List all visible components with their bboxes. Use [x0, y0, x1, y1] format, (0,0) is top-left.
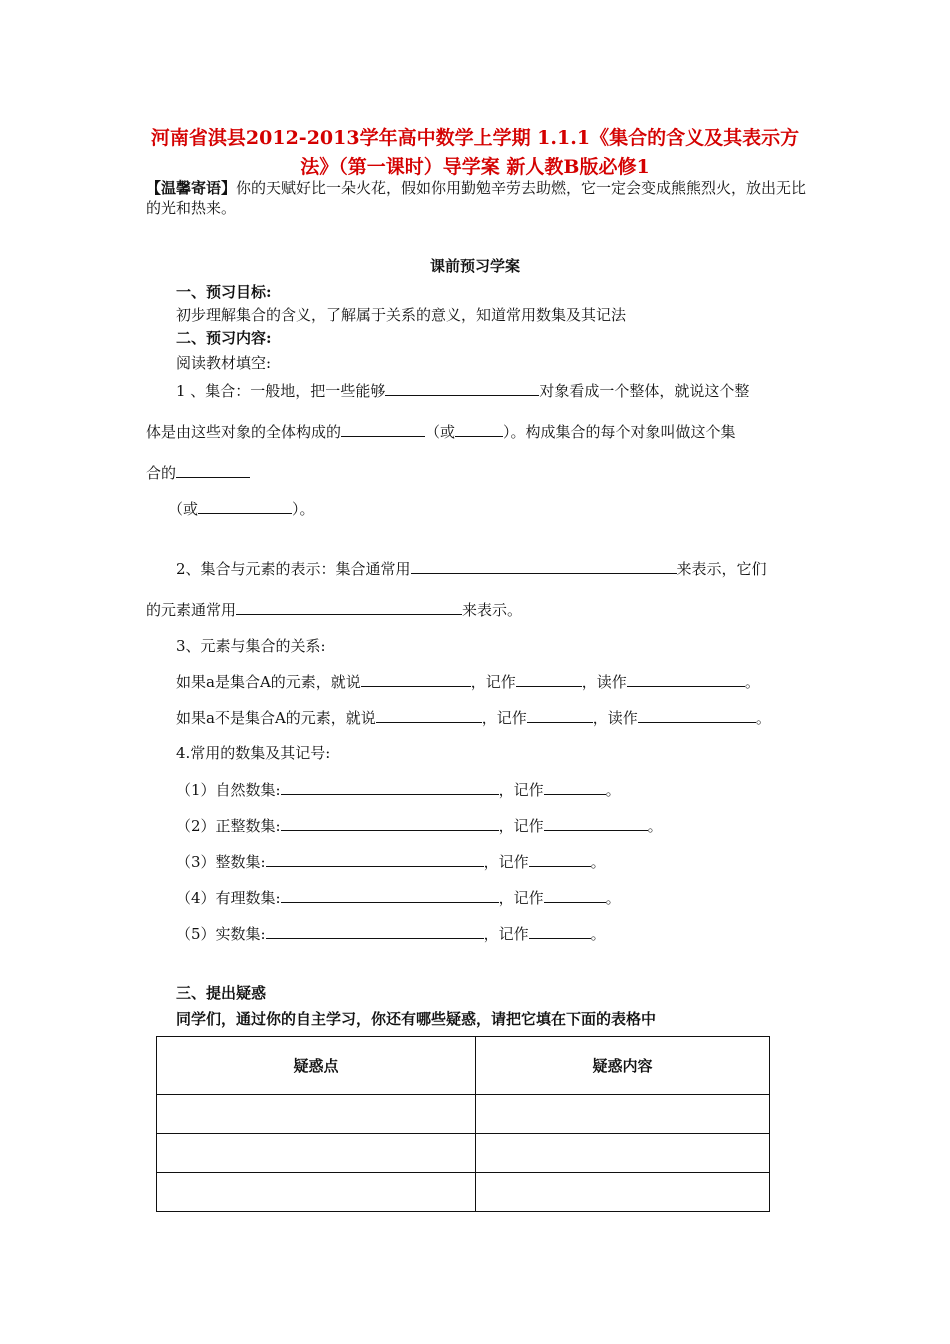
q3-heading: 3、元素与集合的关系: — [176, 637, 326, 655]
q4-item-label: （2）正整数集: — [176, 817, 281, 835]
q4-item-mid: ，记作 — [483, 925, 529, 943]
questions-table — [156, 1036, 770, 1212]
q3-l2-text-d: 。 — [755, 709, 771, 727]
greeting-text: 你的天赋好比一朵火花，假如你用勤勉辛劳去助燃，它一定会变成熊熊烈火，放出无比的光和热来。 — [146, 179, 807, 217]
blank-field[interactable] — [281, 815, 499, 831]
q1-text-f: 合的 — [146, 464, 177, 482]
preview-goal-heading: 一、预习目标: — [176, 283, 272, 301]
blank-field[interactable] — [529, 851, 591, 867]
greeting — [146, 178, 816, 218]
q4-item-label: （1）自然数集: — [176, 781, 281, 799]
q3-l2-text-c: ，读作 — [592, 709, 638, 727]
preview-goal-text: 初步理解集合的含义，了解属于关系的意义，知道常用数集及其记法 — [176, 306, 627, 324]
q3-l2-text-b: ，记作 — [481, 709, 527, 727]
table-header-content: 疑惑内容 — [476, 1037, 770, 1095]
q1-text-d: （或 — [425, 423, 456, 441]
blank-field[interactable] — [627, 671, 745, 687]
q3-line1 — [176, 671, 760, 692]
q4-item-end: 。 — [647, 817, 663, 835]
q1-line1 — [176, 380, 749, 401]
blank-field[interactable] — [455, 421, 503, 437]
q2-line2 — [146, 599, 522, 620]
table-cell[interactable] — [476, 1134, 770, 1173]
q4-item-label: （4）有理数集: — [176, 889, 281, 907]
table-cell[interactable] — [157, 1095, 476, 1134]
q3-l1-text-d: 。 — [744, 673, 760, 691]
blank-field[interactable] — [544, 815, 648, 831]
table-row — [157, 1173, 770, 1212]
blank-field[interactable] — [176, 462, 250, 478]
q2-text-b: 来表示，它们 — [676, 560, 767, 578]
q4-item — [176, 923, 606, 944]
blank-field[interactable] — [527, 707, 593, 723]
section-title: 课前预习学案 — [429, 257, 520, 275]
q4-item — [176, 815, 663, 836]
blank-field[interactable] — [266, 923, 484, 939]
q4-item-end: 。 — [590, 925, 606, 943]
questions-heading: 三、提出疑惑 — [176, 984, 267, 1002]
q4-item — [176, 887, 621, 908]
q3-l2-text-a: 如果a不是集合A的元素，就说 — [176, 709, 376, 727]
q4-item-end: 。 — [605, 889, 621, 907]
q4-heading: 4.常用的数集及其记号: — [176, 744, 331, 762]
q4-item — [176, 851, 606, 872]
q1-text-e: ）。构成集合的每个对象叫做这个集 — [503, 423, 736, 441]
q1-line4 — [168, 498, 315, 519]
q1-text-h: ）。 — [292, 500, 315, 518]
blank-field[interactable] — [266, 851, 484, 867]
table-header-row — [157, 1037, 770, 1095]
blank-field[interactable] — [236, 599, 462, 615]
blank-field[interactable] — [198, 498, 292, 514]
blank-field[interactable] — [529, 923, 591, 939]
blank-field[interactable] — [361, 671, 471, 687]
q4-item-end: 。 — [605, 781, 621, 799]
q3-line2 — [176, 707, 771, 728]
q2-text-d: 来表示。 — [462, 601, 523, 619]
table-row — [157, 1134, 770, 1173]
blank-field[interactable] — [516, 671, 582, 687]
table-cell[interactable] — [476, 1095, 770, 1134]
table-cell[interactable] — [476, 1173, 770, 1212]
q2-text-a: 2、集合与元素的表示：集合通常用 — [176, 560, 411, 578]
blank-field[interactable] — [341, 421, 425, 437]
table-header-point: 疑惑点 — [157, 1037, 476, 1095]
q2-line1 — [176, 558, 767, 579]
preview-content-intro: 阅读教材填空: — [176, 354, 272, 372]
q3-l1-text-c: ，读作 — [581, 673, 627, 691]
q3-l1-text-b: ，记作 — [470, 673, 516, 691]
blank-field[interactable] — [281, 779, 499, 795]
blank-field[interactable] — [376, 707, 482, 723]
q1-text-a: 1 、集合：一般地，把一些能够 — [176, 382, 386, 400]
q4-item-end: 。 — [590, 853, 606, 871]
q4-item-label: （3）整数集: — [176, 853, 266, 871]
blank-field[interactable] — [638, 707, 756, 723]
q4-item-label: （5）实数集: — [176, 925, 266, 943]
blank-field[interactable] — [411, 558, 677, 574]
q1-text-g: （或 — [168, 500, 199, 518]
blank-field[interactable] — [281, 887, 499, 903]
document-title: 河南省淇县2012-2013学年高中数学上学期 1.1.1《集合的含义及其表示方法》（第一课时）导学案 新人教B版必修1 — [150, 127, 800, 178]
blank-field[interactable] — [544, 887, 606, 903]
greeting-tag: 【温馨寄语】 — [146, 179, 237, 197]
q3-l1-text-a: 如果a是集合A的元素，就说 — [176, 673, 361, 691]
q2-text-c: 的元素通常用 — [146, 601, 237, 619]
table-cell[interactable] — [157, 1134, 476, 1173]
blank-field[interactable] — [385, 380, 539, 396]
q4-item-mid: ，记作 — [498, 889, 544, 907]
q4-item-mid: ，记作 — [483, 853, 529, 871]
questions-prompt: 同学们，通过你的自主学习，你还有哪些疑惑，请把它填在下面的表格中 — [176, 1010, 657, 1028]
q1-text-c: 体是由这些对象的全体构成的 — [146, 423, 342, 441]
table-row — [157, 1095, 770, 1134]
blank-field[interactable] — [544, 779, 606, 795]
q4-item-mid: ，记作 — [498, 817, 544, 835]
q4-item-mid: ，记作 — [498, 781, 544, 799]
q1-line3 — [146, 462, 250, 483]
preview-content-heading: 二、预习内容: — [176, 329, 272, 347]
q1-text-b: 对象看成一个整体，就说这个整 — [539, 382, 750, 400]
q4-item — [176, 779, 621, 800]
q1-line2 — [146, 421, 736, 442]
table-cell[interactable] — [157, 1173, 476, 1212]
